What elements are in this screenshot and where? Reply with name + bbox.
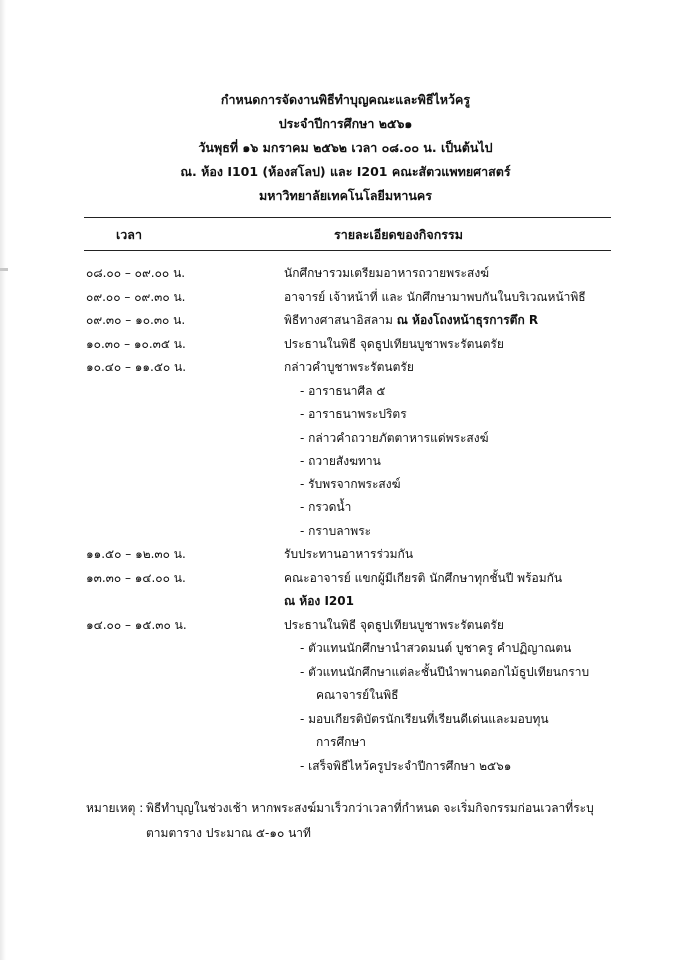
ceremony-step: - รับพรจากพระสงฆ์ [300, 477, 401, 491]
note-label: หมายเหตุ : [86, 801, 144, 815]
schedule-time: ๐๘.๐๐ – ๐๙.๐๐ น. [86, 266, 186, 280]
schedule-time: ๑๐.๓๐ – ๑๐.๓๕ น. [86, 337, 186, 351]
ceremony-step: - ถวายสังฆทาน [300, 454, 381, 468]
ceremony-step-continued: การศึกษา [316, 735, 366, 749]
schedule-activity: กล่าวคำบูชาพระรัตนตรัย [284, 360, 414, 374]
schedule-activity: ประธานในพิธี จุดธูปเทียนบูชาพระรัตนตรัย [284, 618, 504, 632]
schedule-activity: คณะอาจารย์ แขกผู้มีเกียรติ นักศึกษาทุกชั้นปี พร้อมกัน [284, 571, 563, 585]
ceremony-step: - อาราธนาศีล ๕ [300, 384, 386, 398]
note-text: พิธีทำบุญในช่วงเช้า หากพระสงฆ์มาเร็วกว่าเวลาที่กำหนด จะเริ่มกิจกรรมก่อนเวลาที่ระบุ [146, 801, 594, 815]
schedule-activity: อาจารย์ เจ้าหน้าที่ และ นักศึกษามาพบกันในบริเวณหน้าพิธี [284, 290, 586, 304]
date-line: วันพุธที่ ๑๖ มกราคม ๒๕๖๒ เวลา ๐๘.๐๐ น. เป็นต้นไป [198, 140, 493, 155]
schedule-table-header [84, 217, 611, 251]
schedule-activity: ประธานในพิธี จุดธูปเทียนบูชาพระรัตนตรัย [284, 337, 504, 351]
university-line: มหาวิทยาลัยเทคโนโลยีมหานคร [258, 188, 433, 203]
schedule-time: ๑๓.๓๐ – ๑๔.๐๐ น. [86, 571, 186, 585]
column-header-detail: รายละเอียดของกิจกรรม [334, 227, 463, 242]
ceremony-step: - ตัวแทนนักศึกษาแต่ละชั้นปีนำพานดอกไม้ธูปเทียนกราบ [300, 665, 590, 679]
schedule-time: ๐๙.๐๐ – ๐๙.๓๐ น. [86, 290, 186, 304]
activity-location: ณ ห้อง I201 [284, 594, 354, 608]
ceremony-step: - กล่าวคำถวายภัตตาหารแด่พระสงฆ์ [300, 431, 489, 445]
column-header-time: เวลา [116, 227, 142, 242]
schedule-time: ๐๙.๓๐ – ๑๐.๓๐ น. [86, 313, 186, 327]
academic-year-line: ประจำปีการศึกษา ๒๕๖๑ [278, 116, 413, 131]
ceremony-step-continued: คณาจารย์ในพิธี [316, 688, 399, 702]
schedule-activity: รับประทานอาหารร่วมกัน [284, 547, 414, 561]
schedule-time: ๑๑.๕๐ – ๑๒.๓๐ น. [86, 547, 186, 561]
schedule-activity: นักศึกษารวมเตรียมอาหารถวายพระสงฆ์ [284, 266, 490, 280]
ceremony-step: - มอบเกียรติบัตรนักเรียนที่เรียนดีเด่นและมอบทุน [300, 712, 549, 726]
title-line: กำหนดการจัดงานพิธีทำบุญคณะและพิธีไหว้ครู [220, 92, 471, 107]
schedule-activity [284, 312, 538, 328]
schedule-time: ๑๐.๔๐ – ๑๑.๕๐ น. [86, 360, 187, 374]
activity-text: พิธีทางศาสนาอิสลาม [284, 313, 393, 327]
activity-location: ณ ห้องโถงหน้าธุรการตึก R [396, 313, 539, 327]
ceremony-step: - ตัวแทนนักศึกษานำสวดมนต์ บูชาครู คำปฏิญาณตน [300, 641, 572, 655]
ceremony-step: - เสร็จพิธีไหว้ครูประจำปีการศึกษา ๒๕๖๑ [300, 759, 512, 773]
page-edge-mark [0, 268, 8, 271]
document-header [0, 88, 691, 208]
ceremony-step: - กรวดน้ำ [300, 500, 352, 514]
venue-line: ณ. ห้อง I101 (ห้องสโลป) และ I201 คณะสัตวแพทยศาสตร์ [180, 164, 511, 179]
schedule-time: ๑๔.๐๐ – ๑๕.๓๐ น. [86, 618, 187, 632]
ceremony-step: - กราบลาพระ [300, 524, 372, 538]
note-text-continued: ตามตาราง ประมาณ ๕-๑๐ นาที [146, 826, 311, 840]
ceremony-step: - อาราธนาพระปริตร [300, 407, 407, 421]
